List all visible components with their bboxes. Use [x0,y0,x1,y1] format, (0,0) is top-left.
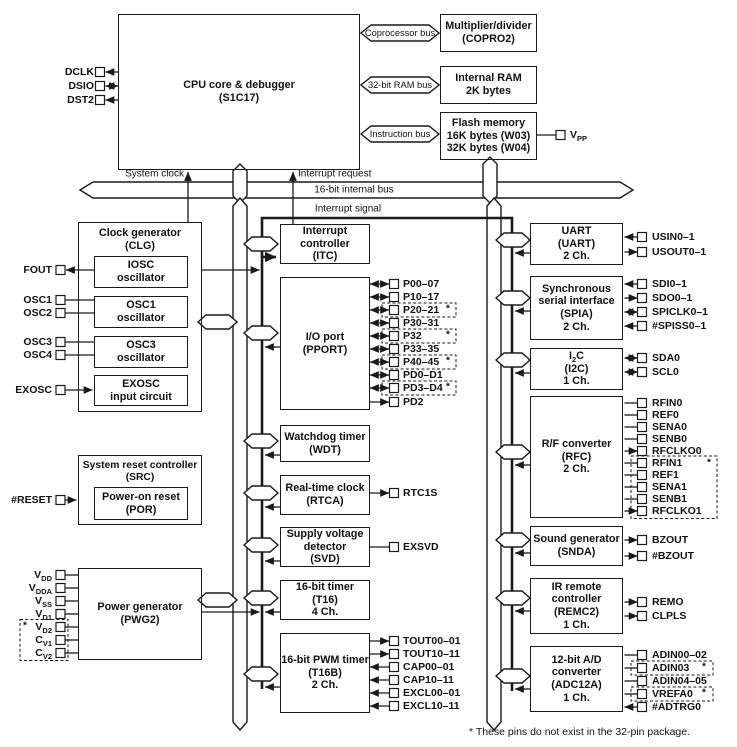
pin-vss: $V_{SS}$ [34,595,52,610]
pin-p30-31: P30–31 [403,317,440,329]
pin-sdi0-1: SDI0–1 [652,278,688,290]
ram-bus-label: 32-bit RAM bus [367,80,433,90]
iosc-oscillator-box: IOSC oscillator [94,256,188,288]
uart-box: UART (UART) 2 Ch. [530,223,623,265]
pin-cap10-11: CAP10–11 [403,674,454,686]
clg-box: Clock generator (CLG) [78,222,202,412]
pin-vrefa0: VREFA0 [652,688,693,700]
p20-asterisk: * [446,303,450,315]
pin-p20-21: P20–21 [403,304,440,316]
t16b-box: 16-bit PWM timer (T16B) 2 Ch. [280,633,370,713]
pin-exosc: EXOSC [15,384,52,396]
pin-p00-07: P00–07 [403,278,440,290]
pin-sena0: SENA0 [652,421,688,433]
itc-box: Interrupt controller (ITC) [280,224,370,264]
pin-osc3: OSC3 [23,336,52,348]
snda-box: Sound generator (SNDA) [530,526,623,566]
right-vertical-bus [487,198,501,730]
pin-sena1: SENA1 [652,481,688,493]
pin-senb0: SENB0 [652,433,688,445]
pin-vdd: $V_{DD}$ [34,569,52,584]
pin-pd2: PD2 [403,396,424,408]
adc12a-box: 12-bit A/D converter (ADC12A) 1 Ch. [530,646,623,712]
pin-vdda: $V_{DDA}$ [28,582,52,597]
por-box: Power-on reset (POR) [94,487,188,520]
pin-rfclko1: RFCLKO1 [652,505,702,517]
internal-ram-box: Internal RAM 2K bytes [440,66,537,104]
rtca-box: Real-time clock (RTCA) [280,475,370,515]
pin-excl10-11: EXCL10–11 [403,700,460,712]
pin-nbzout: #BZOUT [652,550,694,562]
pin-cv2: $C_{V2}$ [35,647,52,662]
svd-box: Supply voltage detector (SVD) [280,527,370,567]
pwg-asterisk: * [23,620,27,632]
t16-box: 16-bit timer (T16) 4 Ch. [280,580,370,620]
pin-sdo0-1: SDO0–1 [652,292,693,304]
pin-p32: P32 [403,330,422,342]
pin-excl00-01: EXCL00–01 [403,687,461,699]
spia-box: Synchronous serial interface (SPIA) 2 Ch. [530,276,623,340]
pin-remo: REMO [652,596,684,608]
pin-dsio: DSIO [68,80,94,92]
vrefa0-asterisk: * [702,687,706,699]
pin-tout00-01: TOUT00–01 [403,635,461,647]
pin-pd0-d1: PD0–D1 [403,369,443,381]
coprocessor-bus-label: Coprocessor bus [364,28,436,38]
pin-rfclko0: RFCLKO0 [652,445,702,457]
pin-clpls: CLPLS [652,610,687,622]
pin-vpp: $V_{PP}$ [570,129,588,144]
pin-bzout: BZOUT [652,534,689,546]
instruction-bus-label: Instruction bus [369,129,431,139]
pport-box: I/O port (PPORT) [280,277,370,410]
pin-cv1: $C_{V1}$ [35,634,52,649]
p40-asterisk: * [446,355,450,367]
pin-rfin1: RFIN1 [652,457,683,469]
cpu-title: CPU core & debugger [183,79,295,92]
pin-exsvd: EXSVD [403,541,439,553]
pin-tout10-11: TOUT10–11 [403,648,461,660]
pin-vd2: $V_{D2}$ [35,621,52,636]
flash-memory-box: Flash memory 16K bytes (W03) 32K bytes (W04) [440,112,537,160]
pin-ref1: REF1 [652,469,679,481]
pin-ref0: REF0 [652,409,679,421]
pin-reset: #RESET [11,494,52,506]
pin-pd3-d4: PD3–D4 [403,382,443,394]
pin-dst2: DST2 [67,94,94,106]
src-box: System reset controller (SRC) [78,455,202,525]
pin-usout0-1: USOUT0–1 [652,246,707,258]
pin-sda0: SDA0 [652,352,681,364]
interrupt-request-label: Interrupt request [298,168,372,180]
pin-usin0-1: USIN0–1 [652,231,695,243]
cpu-box [118,14,360,170]
pin-spiclk0-1: SPICLK0–1 [652,306,709,318]
osc1-oscillator-box: OSC1 oscillator [94,296,188,328]
pin-dclk: DCLK [64,66,94,78]
i2c-box: $I_2C$ (I2C) 1 Ch. [530,348,623,390]
pin-cap00-01: CAP00–01 [403,661,455,673]
wdt-box: Watchdog timer (WDT) [280,425,370,462]
rfc-box: R/F converter (RFC) 2 Ch. [530,396,623,518]
system-clock-label: System clock [125,168,184,180]
pin-fout: FOUT [23,264,52,276]
pin-adin03: ADIN03 [652,662,690,674]
pd3-asterisk: * [446,381,450,393]
pin-osc2: OSC2 [23,307,52,319]
footnote: * These pins do not exist in the 32-pin package. [469,726,691,738]
center-vertical-bus [233,198,247,730]
pin-rtc1s: RTC1S [403,487,438,499]
pin-adin00-02: ADIN00–02 [652,649,707,661]
pin-p33-35: P33–35 [403,343,440,355]
pwg2-box: Power generator (PWG2) [78,568,202,660]
pin-scl0: SCL0 [652,366,679,378]
pin-spiss0-1: #SPISS0–1 [652,320,707,332]
pin-rfin0: RFIN0 [652,397,683,409]
copro2-box: Multiplier/divider (COPRO2) [440,14,537,52]
pin-senb1: SENB1 [652,493,688,505]
pin-p40-45: P40–45 [403,356,440,368]
pin-p10-17: P10–17 [403,291,440,303]
p32-asterisk: * [446,329,450,341]
internal-bus-label: 16-bit internal bus [314,184,394,196]
cpu-subtitle: (S1C17) [218,92,260,104]
flash-bus-connector [483,157,497,203]
remc2-box: IR remote controller (REMC2) 1 Ch. [530,578,623,634]
pin-osc4: OSC4 [23,349,52,361]
osc3-oscillator-box: OSC3 oscillator [94,336,188,368]
pin-adtrg0: #ADTRG0 [652,701,702,713]
pin-osc1: OSC1 [23,294,52,306]
exosc-input-box: EXOSC input circuit [94,375,188,406]
adin03-asterisk: * [702,661,706,673]
pin-adin04-05: ADIN04–05 [652,675,707,687]
rfc-asterisk: * [707,457,711,469]
interrupt-signal-label: Interrupt signal [314,203,382,215]
pin-vd1: $V_{D1}$ [35,608,52,623]
